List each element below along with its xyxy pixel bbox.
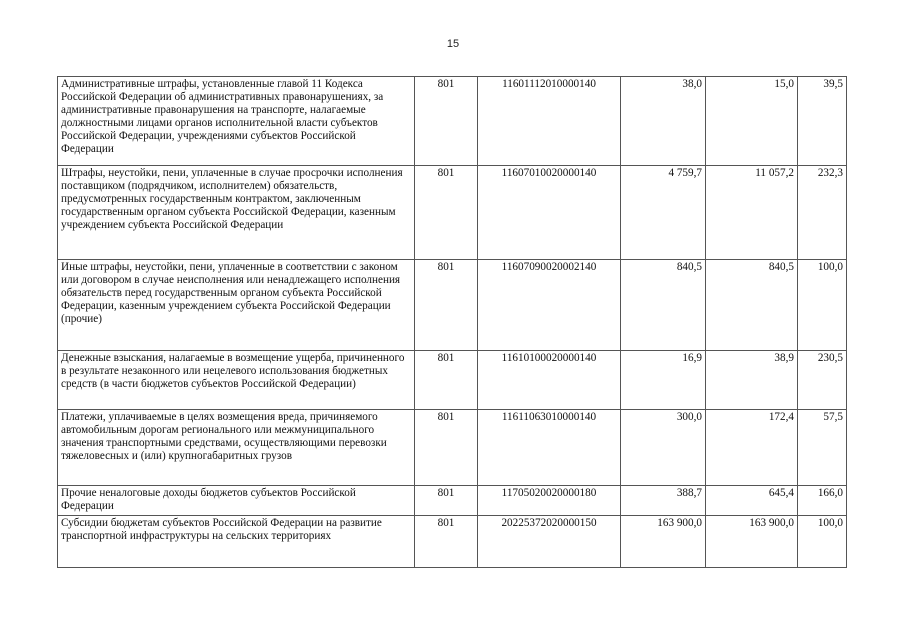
planned-amount-cell: 300,0 [621, 410, 706, 486]
revenue-table [57, 76, 847, 568]
administrator-code-cell: 801 [415, 516, 478, 568]
administrator-code-cell: 801 [415, 410, 478, 486]
table-row [58, 410, 847, 486]
execution-percent-cell: 100,0 [798, 516, 847, 568]
execution-percent-cell: 166,0 [798, 486, 847, 516]
administrator-code-cell: 801 [415, 166, 478, 260]
table-row [58, 77, 847, 166]
execution-percent-cell: 230,5 [798, 351, 847, 410]
budget-classification-code-cell: 11601112010000140 [478, 77, 621, 166]
administrator-code-cell: 801 [415, 77, 478, 166]
actual-amount-cell: 840,5 [706, 260, 798, 351]
table-row [58, 516, 847, 568]
revenue-name-cell: Платежи, уплачиваемые в целях возмещения вреда, причиняемого автомобильным дорогам регионального или межмуниципального значения транспортными средствами, осуществляющими перевозки тяжеловесных и (или) крупногабаритных грузов [58, 410, 415, 486]
budget-classification-code-cell: 11607010020000140 [478, 166, 621, 260]
planned-amount-cell: 840,5 [621, 260, 706, 351]
revenue-name-cell: Иные штрафы, неустойки, пени, уплаченные в соответствии с законом или договором в случае неисполнения или ненадлежащего исполнения обязательств перед государственным органом субъекта Российской Федерации, казенным учреждением субъекта Российской Федерации (прочие) [58, 260, 415, 351]
page-number: 15 [446, 38, 460, 50]
actual-amount-cell: 645,4 [706, 486, 798, 516]
actual-amount-cell: 172,4 [706, 410, 798, 486]
budget-classification-code-cell: 11705020020000180 [478, 486, 621, 516]
actual-amount-cell: 15,0 [706, 77, 798, 166]
revenue-name-cell: Административные штрафы, установленные главой 11 Кодекса Российской Федерации об административных правонарушениях, за административные правонарушения на транспорте, налагаемые должностными лицами органов исполнительной власти субъектов Российской Федерации, учреждениями субъектов Российской Федерации [58, 77, 415, 166]
revenue-name-cell: Штрафы, неустойки, пени, уплаченные в случае просрочки исполнения поставщиком (подрядчиком, исполнителем) обязательств, предусмотренных государственным контрактом, заключенным государственным органом субъекта Российской Федерации, казенным учреждением субъекта Российской Федерации [58, 166, 415, 260]
planned-amount-cell: 38,0 [621, 77, 706, 166]
table-row [58, 486, 847, 516]
administrator-code-cell: 801 [415, 260, 478, 351]
budget-classification-code-cell: 20225372020000150 [478, 516, 621, 568]
execution-percent-cell: 39,5 [798, 77, 847, 166]
actual-amount-cell: 11 057,2 [706, 166, 798, 260]
administrator-code-cell: 801 [415, 351, 478, 410]
actual-amount-cell: 163 900,0 [706, 516, 798, 568]
execution-percent-cell: 232,3 [798, 166, 847, 260]
table-row [58, 166, 847, 260]
revenue-name-cell: Прочие неналоговые доходы бюджетов субъектов Российской Федерации [58, 486, 415, 516]
planned-amount-cell: 388,7 [621, 486, 706, 516]
administrator-code-cell: 801 [415, 486, 478, 516]
table-row [58, 260, 847, 351]
planned-amount-cell: 16,9 [621, 351, 706, 410]
revenue-name-cell: Денежные взыскания, налагаемые в возмещение ущерба, причиненного в результате незаконного или нецелевого использования бюджетных средств (в части бюджетов субъектов Российской Федерации) [58, 351, 415, 410]
planned-amount-cell: 163 900,0 [621, 516, 706, 568]
execution-percent-cell: 100,0 [798, 260, 847, 351]
budget-classification-code-cell: 11607090020002140 [478, 260, 621, 351]
budget-classification-code-cell: 11610100020000140 [478, 351, 621, 410]
execution-percent-cell: 57,5 [798, 410, 847, 486]
budget-classification-code-cell: 11611063010000140 [478, 410, 621, 486]
table-row [58, 351, 847, 410]
actual-amount-cell: 38,9 [706, 351, 798, 410]
planned-amount-cell: 4 759,7 [621, 166, 706, 260]
revenue-name-cell: Субсидии бюджетам субъектов Российской Федерации на развитие транспортной инфраструктуры на сельских территориях [58, 516, 415, 568]
